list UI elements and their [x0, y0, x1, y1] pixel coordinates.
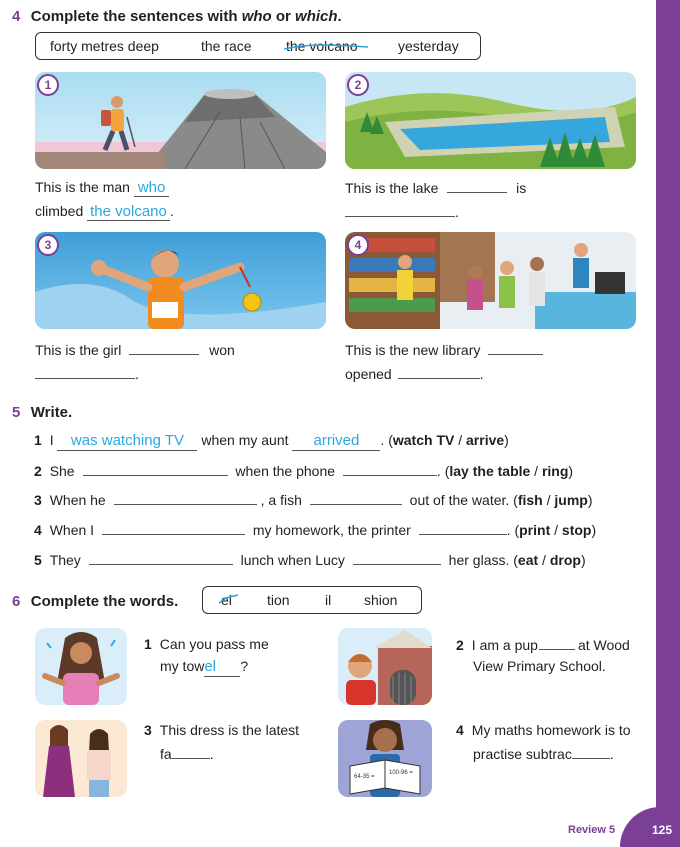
exercise-title: Complete the words. — [30, 593, 179, 610]
word-option-used: the volcano — [286, 38, 358, 54]
picture-lake — [345, 72, 636, 169]
write-line-4: 4 When I my homework, the printer . (print / stop) — [34, 522, 597, 538]
complete-4-line-2: practise subtrac . — [473, 746, 614, 762]
answer-blank[interactable] — [398, 364, 480, 379]
answer-blank[interactable] — [353, 550, 441, 565]
sentence-4-line-1: This is the new library — [345, 340, 543, 359]
complete-4-line-1: 4 My maths homework is to — [456, 722, 631, 738]
exercise-title: Write. — [30, 404, 73, 421]
word-box — [35, 32, 481, 60]
exercise-6-heading — [12, 593, 178, 611]
sentence-3-line-2: . — [35, 364, 139, 383]
answer-blank[interactable] — [419, 520, 507, 535]
sentence-2-line-1: This is the lake is — [345, 180, 527, 196]
ending-option: shion — [364, 592, 398, 608]
picture-number-badge: 4 — [347, 234, 369, 256]
picture-number-badge: 3 — [37, 234, 59, 256]
footer-section-label: Review 5 — [568, 824, 616, 836]
answer-handwritten: the volcano — [87, 203, 170, 221]
complete-2-line-2: View Primary School. — [473, 658, 606, 674]
exercise-number: 4 — [12, 8, 21, 25]
write-line-3: 3 When he , a fish out of the water. (fish / jump) — [34, 492, 593, 508]
word-option: forty metres deep — [50, 38, 159, 54]
write-line-1: 1 I was watching TV when my aunt arrived . (watch TV / arrive) — [34, 432, 509, 449]
book-text-left: 64-35 = — [354, 774, 375, 780]
write-line-2: 2 She when the phone . (lay the table / ring) — [34, 463, 574, 479]
answer-blank[interactable] — [83, 461, 228, 476]
picture-girl-race — [35, 232, 326, 329]
sentence-1-line-1: This is the man who — [35, 178, 169, 197]
strike-mark — [218, 593, 240, 607]
answer-blank[interactable] — [539, 635, 575, 650]
sentence-1-line-2: climbed the volcano . — [35, 203, 174, 220]
picture-volcano — [35, 72, 326, 169]
complete-3-line-2: fa . — [160, 746, 214, 762]
answer-blank[interactable] — [343, 461, 437, 476]
book-text-right: 100-96 = — [389, 770, 413, 776]
picture-number-badge: 2 — [347, 74, 369, 96]
ending-option-used: el — [221, 592, 232, 608]
answer-blank[interactable] — [310, 490, 402, 505]
picture-boy-school — [338, 628, 432, 705]
picture-girl-towel — [35, 628, 127, 705]
answer-blank[interactable] — [172, 744, 210, 759]
exercise-number: 6 — [12, 593, 21, 610]
answer-handwritten: who — [134, 179, 170, 197]
answer-handwritten: arrived — [292, 432, 380, 451]
answer-blank[interactable] — [447, 178, 507, 193]
word-option: the race — [201, 38, 252, 54]
answer-handwritten: was watching TV — [57, 432, 197, 451]
complete-1-line-2: my towel ? — [160, 658, 249, 675]
word-option: yesterday — [398, 38, 459, 54]
picture-girls-dress — [35, 720, 127, 797]
sentence-3-line-1: This is the girl won — [35, 342, 235, 358]
exercise-5-heading — [12, 404, 72, 422]
complete-1-line-1: 1 Can you pass me — [144, 636, 269, 652]
exercise-number: 5 — [12, 404, 21, 421]
answer-blank[interactable] — [572, 744, 610, 759]
complete-2-line-1: 2 I am a pup at Wood — [456, 637, 630, 653]
answer-blank[interactable] — [129, 340, 199, 355]
picture-library — [345, 232, 636, 329]
sentence-4-line-2: opened . — [345, 366, 484, 382]
sentence-2-line-2: . — [345, 202, 459, 221]
complete-3-line-1: 3 This dress is the latest — [144, 722, 300, 738]
exercise-title: Complete the sentences with who or which. — [30, 8, 342, 25]
answer-blank[interactable] — [89, 550, 233, 565]
answer-blank[interactable] — [102, 520, 245, 535]
write-line-5: 5 They lunch when Lucy her glass. (eat / drop) — [34, 552, 586, 568]
ending-option: il — [325, 592, 332, 608]
picture-number-badge: 1 — [37, 74, 59, 96]
answer-blank[interactable] — [488, 340, 543, 355]
page-number: 125 — [651, 823, 672, 837]
ending-option: tion — [267, 592, 290, 608]
answer-blank[interactable] — [114, 490, 257, 505]
answer-blank[interactable] — [345, 202, 455, 217]
answer-blank[interactable] — [35, 364, 135, 379]
exercise-4-heading — [12, 8, 342, 26]
picture-girl-maths-book — [338, 720, 432, 797]
answer-handwritten: el — [204, 658, 240, 677]
page-edge-bar — [656, 0, 680, 847]
endings-box — [202, 586, 422, 614]
strike-mark — [284, 40, 368, 52]
